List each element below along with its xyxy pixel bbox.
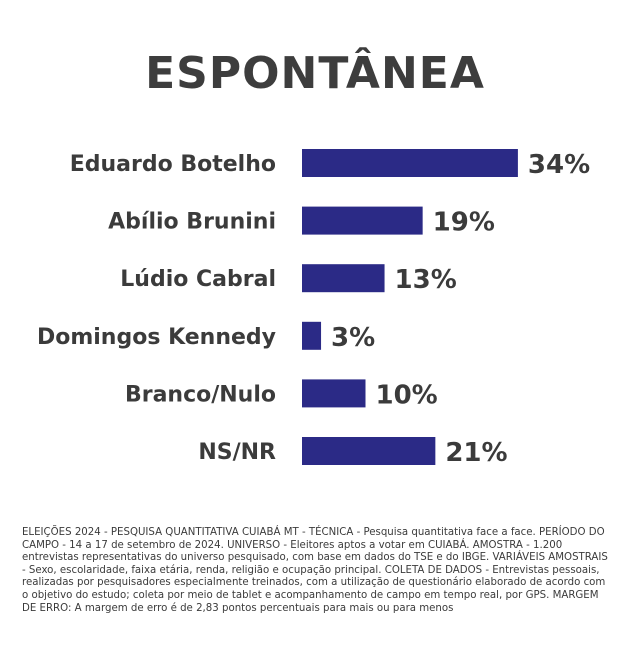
bar	[302, 379, 366, 407]
category-label: Domingos Kennedy	[36, 324, 276, 350]
category-label: NS/NR	[198, 440, 276, 465]
value-label: 13%	[394, 265, 457, 296]
category-label: Eduardo Botelho	[69, 152, 276, 177]
chart-title: ESPONTÂNEA	[145, 48, 485, 99]
value-label: 19%	[432, 207, 495, 238]
value-label: 21%	[445, 438, 508, 468]
bar	[302, 207, 423, 235]
bar	[302, 149, 518, 177]
value-label: 34%	[527, 150, 591, 180]
category-label: Branco/Nulo	[124, 382, 276, 408]
methodology-footnote: ELEIÇÕES 2024 - PESQUISA QUANTITATIVA CUIABÁ MT - TÉCNICA - Pesquisa quantitativa face a face. PERÍODO DO CAMPO - 14 a 17 de setembro de 2024. UNIVERSO - Eleitores aptos a votar em CUIABÁ. AMOSTRA - 1.200 entrevistas representativas do universo pesquisado, com base em dados do TSE e do IBGE. VARIÁVEIS AMOSTRAIS - Sexo, escolaridade, faixa etária, renda, religião e ocupação principal. COLETA DE DADOS - Entrevistas pessoais, realizadas por pesquisadores especialmente treinados, com a utilização de questionário elaborado de acordo com o objetivo do estudo; coleta por meio de tablet e acompanhamento de campo em tempo real, por GPS. MARGEM DE ERRO: A margem de erro é de 2,83 pontos percentuais para mais ou para menos	[22, 527, 608, 614]
bar	[302, 437, 435, 465]
value-label: 10%	[375, 380, 438, 411]
bar	[302, 322, 321, 350]
value-label: 3%	[331, 322, 376, 353]
category-label: Lúdio Cabral	[120, 267, 276, 293]
bar	[302, 264, 385, 292]
category-label: Abílio Brunini	[108, 209, 276, 235]
